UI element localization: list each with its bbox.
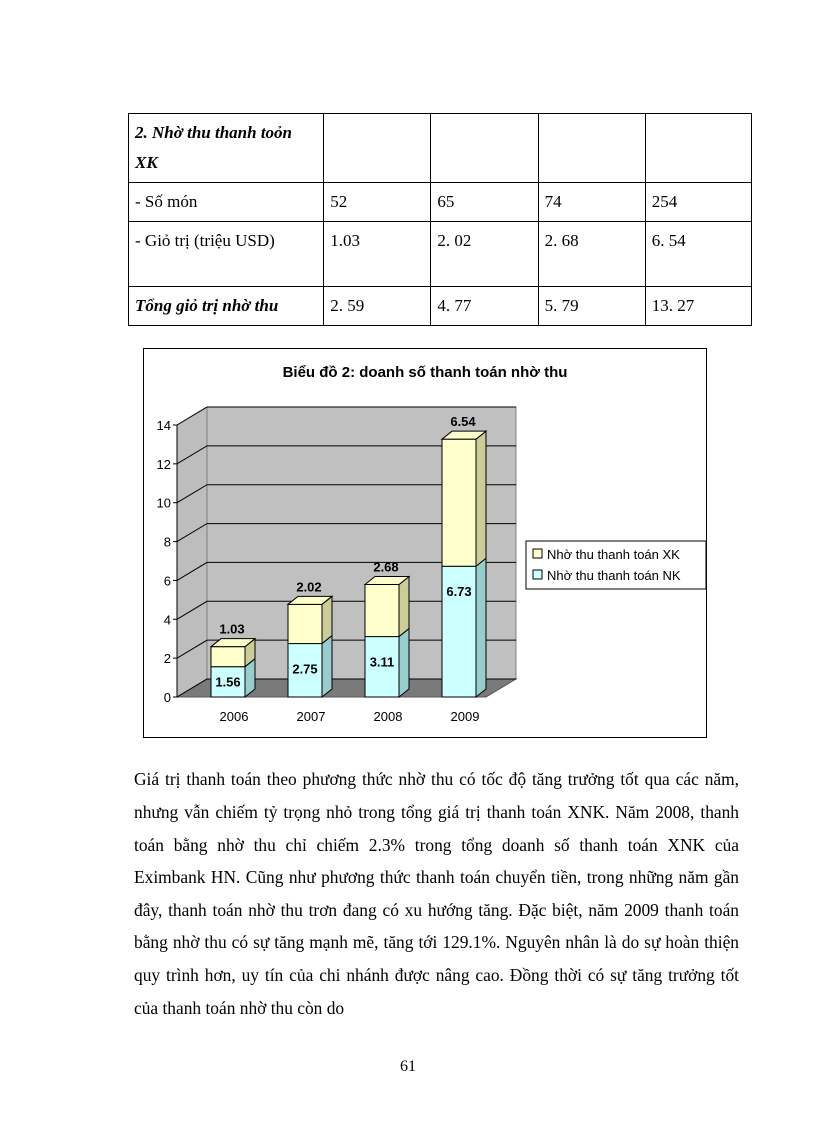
table-cell: 5. 79: [538, 287, 645, 326]
chart-title: Biểu đồ 2: doanh số thanh toán nhờ thu: [282, 364, 568, 381]
table-row: [129, 183, 752, 222]
x-tick-label: 2009: [450, 709, 480, 724]
x-tick-label: 2006: [219, 709, 249, 724]
table-row: [129, 287, 752, 326]
y-tick-label: 0: [163, 690, 171, 705]
collection-payment-table: [128, 113, 752, 326]
bar-xk-2006: [211, 647, 245, 667]
row-label: - Giỏ trị (triệu USD): [129, 222, 324, 287]
bar-xk-2009: [442, 439, 476, 566]
data-label-nk: 1.56: [215, 674, 241, 690]
table-cell: 2. 59: [324, 287, 431, 326]
legend-label: Nhờ thu thanh toán NK: [547, 568, 681, 583]
table-cell: 13. 27: [645, 287, 751, 326]
data-label-xk: 2.68: [373, 559, 399, 575]
x-tick-label: 2008: [373, 709, 403, 724]
table-cell: 254: [645, 183, 751, 222]
legend-label: Nhờ thu thanh toán XK: [547, 547, 680, 562]
page-number: 61: [400, 1058, 416, 1075]
legend-swatch: [533, 549, 542, 558]
y-tick-label: 12: [156, 456, 171, 472]
data-label-nk: 2.75: [292, 661, 318, 677]
y-tick-label: 8: [163, 534, 171, 550]
stacked-bar-chart: [144, 349, 706, 737]
data-label-xk: 1.03: [219, 621, 245, 637]
table-cell: 2. 68: [538, 222, 645, 287]
bar-side: [322, 636, 332, 697]
table-cell: [645, 114, 751, 183]
table-row: [129, 222, 752, 287]
data-label-nk: 6.73: [446, 584, 472, 600]
table-cell: 6. 54: [645, 222, 751, 287]
table-row: [129, 114, 752, 183]
data-label-nk: 3.11: [369, 654, 395, 670]
chart-side-wall: [177, 407, 207, 697]
table-cell: 4. 77: [431, 287, 538, 326]
body-paragraph: Giá trị thanh toán theo phương thức nhờ thu có tốc độ tăng trưởng tốt qua các năm, nhưng vẫn chiếm tỷ trọng nhỏ trong tổng giá trị thanh toán XNK. Năm 2008, thanh toán bằng nhờ thu chỉ chiếm 2.3% trong tổng doanh số thanh toán XNK của Eximbank HN. Cũng như phương thức thanh toán chuyển tiền, trong những năm gần đây, thanh toán nhờ thu trơn đang có xu hướng tăng. Đặc biệt, năm 2009 thanh toán bằng nhờ thu có sự tăng mạnh mẽ, tăng tới 129.1%. Nguyên nhân là do sự hoàn thiện quy trình hơn, uy tín của chi nhánh được nâng cao. Đồng thời có sự tăng trưởng tốt của thanh toán nhờ thu còn do: [134, 769, 739, 1018]
row-label: - Số món: [129, 183, 324, 222]
table-cell: [324, 114, 431, 183]
table-cell: 52: [324, 183, 431, 222]
table-cell: [431, 114, 538, 183]
y-tick-label: 6: [163, 573, 171, 589]
row-label: Tổng giỏ trị nhờ thu: [129, 287, 324, 326]
bar-side: [476, 431, 486, 566]
bar-xk-2008: [365, 585, 399, 637]
data-label-xk: 6.54: [450, 414, 476, 430]
bar-side: [476, 558, 486, 697]
chart-frame: [143, 348, 707, 738]
legend-swatch: [533, 570, 542, 579]
data-label-xk: 2.02: [296, 579, 322, 595]
bar-side: [399, 629, 409, 697]
row-label: 2. Nhờ thu thanh toỏn XK: [129, 114, 324, 183]
bar-side: [399, 577, 409, 637]
table-cell: [538, 114, 645, 183]
y-tick-label: 2: [163, 651, 171, 667]
table-cell: 74: [538, 183, 645, 222]
table-cell: 2. 02: [431, 222, 538, 287]
y-tick-label: 14: [156, 418, 171, 433]
table-cell: 1.03: [324, 222, 431, 287]
x-tick-label: 2007: [296, 709, 326, 724]
y-tick-label: 10: [156, 495, 171, 511]
table-cell: 65: [431, 183, 538, 222]
y-tick-label: 4: [163, 612, 171, 628]
bar-xk-2007: [288, 604, 322, 643]
